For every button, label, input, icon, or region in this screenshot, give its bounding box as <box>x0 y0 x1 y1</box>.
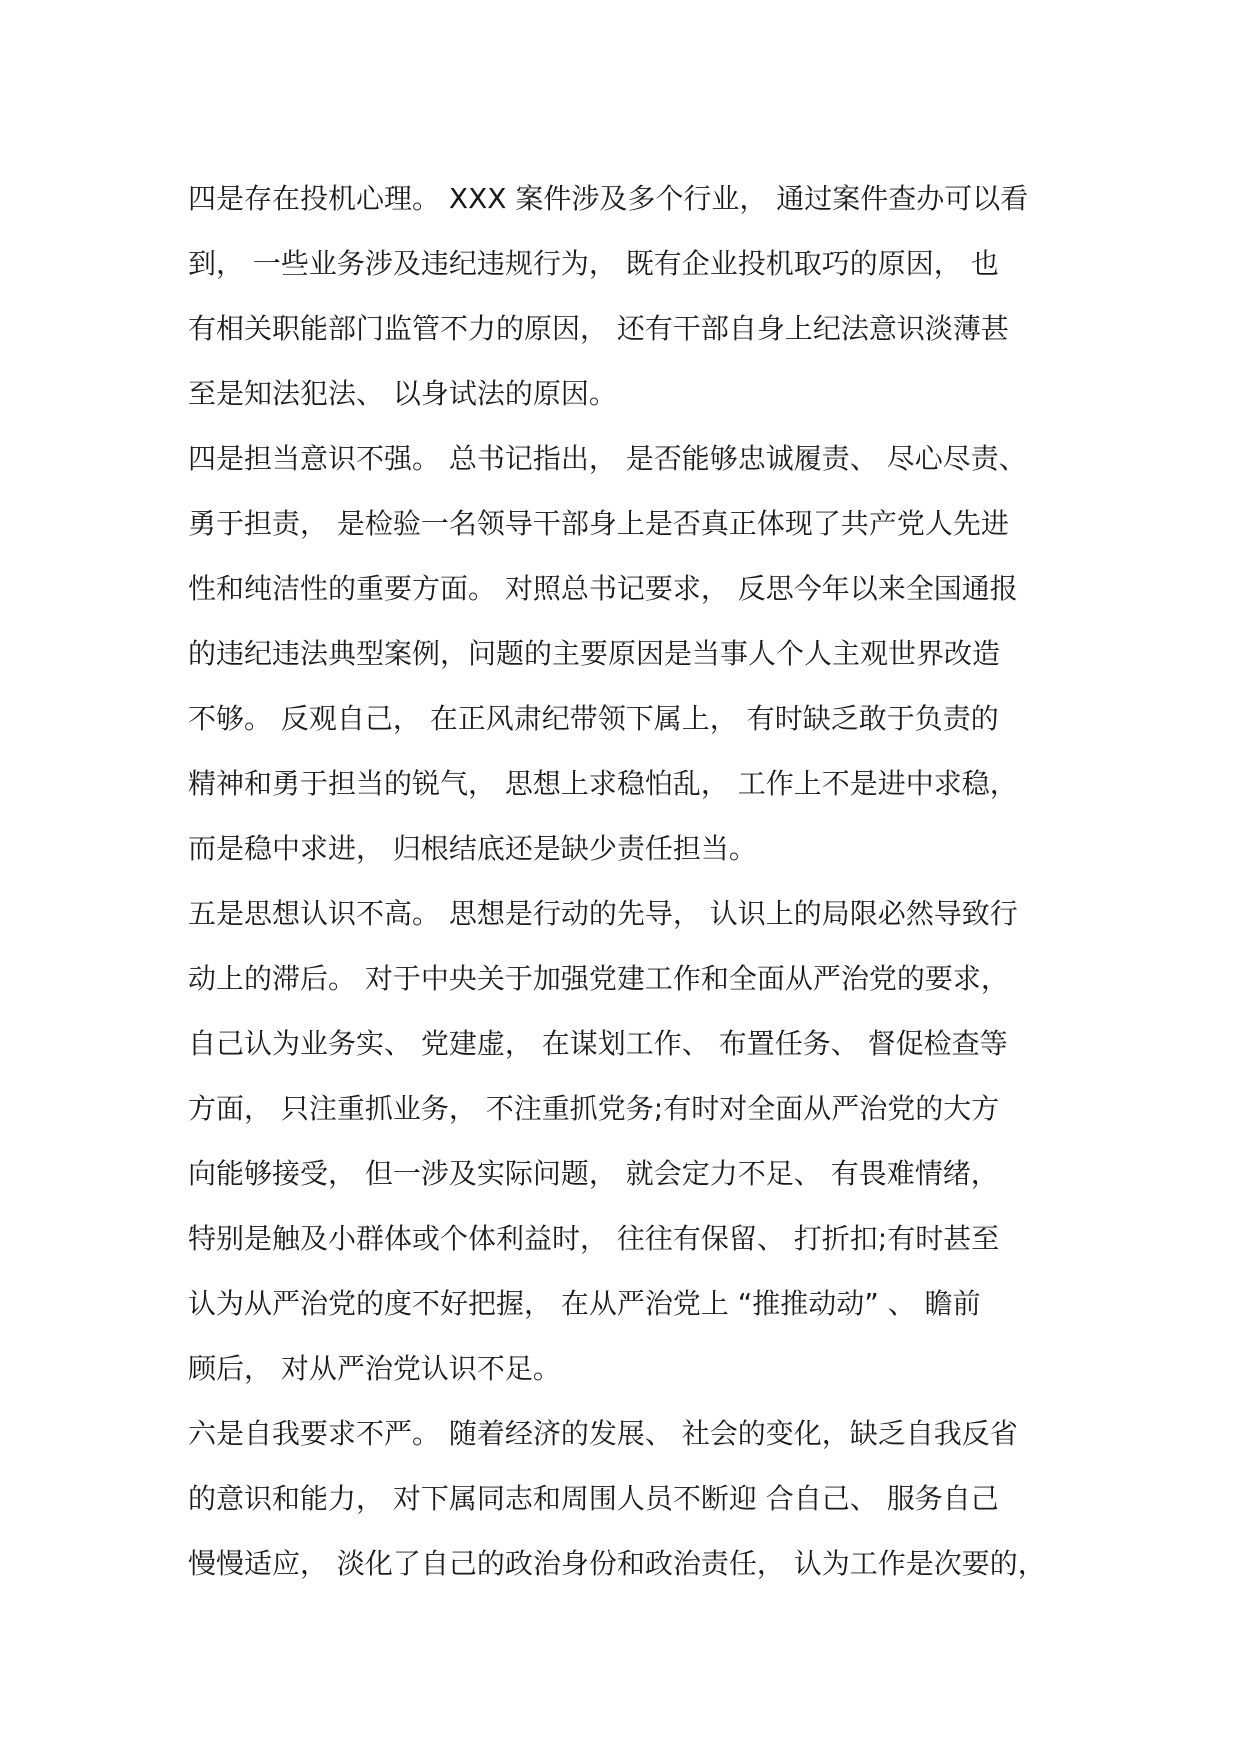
text-line: 四是存在投机心理。 XXX 案件涉及多个行业， 通过案件查办可以看 <box>188 182 1029 215</box>
text-line: 至是知法犯法、 以身试法的原因。 <box>188 377 617 410</box>
text-line: 四是担当意识不强。 总书记指出， 是否能够忠诚履责、 尽心尽责、 <box>188 442 1027 475</box>
body-text <box>188 166 1088 1596</box>
text-line: 的意识和能力， 对下属同志和周围人员不断迎 合自己、 服务自己 <box>188 1482 999 1515</box>
text-line: 而是稳中求进， 归根结底还是缺少责任担当。 <box>188 832 757 865</box>
text-line: 到， 一些业务涉及违纪违规行为， 既有企业投机取巧的原因， 也 <box>188 247 999 280</box>
text-line: 性和纯洁性的重要方面。 对照总书记要求， 反思今年以来全国通报 <box>188 572 1018 605</box>
text-line: 动上的滞后。 对于中央关于加强党建工作和全面从严治党的要求， <box>188 962 1009 995</box>
text-line: 的违纪违法典型案例，问题的主要原因是当事人个人主观世界改造 <box>188 637 1001 670</box>
text-line: 不够。 反观自己， 在正风肃纪带领下属上， 有时缺乏敢于负责的 <box>188 702 999 735</box>
text-line: 顾后， 对从严治党认识不足。 <box>188 1352 561 1385</box>
text-line: 勇于担责， 是检验一名领导干部身上是否真正体现了共产党人先进 <box>188 507 1009 540</box>
text-line: 自己认为业务实、 党建虚， 在谋划工作、 布置任务、 督促检查等 <box>188 1027 1008 1060</box>
text-line: 慢慢适应， 淡化了自己的政治身份和政治责任， 认为工作是次要的， <box>188 1547 1046 1580</box>
text-line: 六是自我要求不严。 随着经济的发展、 社会的变化，缺乏自我反省 <box>188 1417 1018 1450</box>
text-line: 特别是触及小群体或个体利益时， 往往有保留、 打折扣;有时甚至 <box>188 1222 1000 1255</box>
text-line: 向能够接受， 但一涉及实际问题， 就会定力不足、 有畏难情绪， <box>188 1157 999 1190</box>
text-line: 有相关职能部门监管不力的原因， 还有干部自身上纪法意识淡薄甚 <box>188 312 1009 345</box>
text-line: 精神和勇于担当的锐气， 思想上求稳怕乱， 工作上不是进中求稳， <box>188 767 1018 800</box>
text-line: 五是思想认识不高。 思想是行动的先导， 认识上的局限必然导致行 <box>188 897 1018 930</box>
text-line: 方面， 只注重抓业务， 不注重抓党务;有时对全面从严治党的大方 <box>188 1092 1000 1125</box>
text-line: 认为从严治党的度不好把握， 在从严治党上 “推推动动” 、 瞻前 <box>188 1287 981 1320</box>
